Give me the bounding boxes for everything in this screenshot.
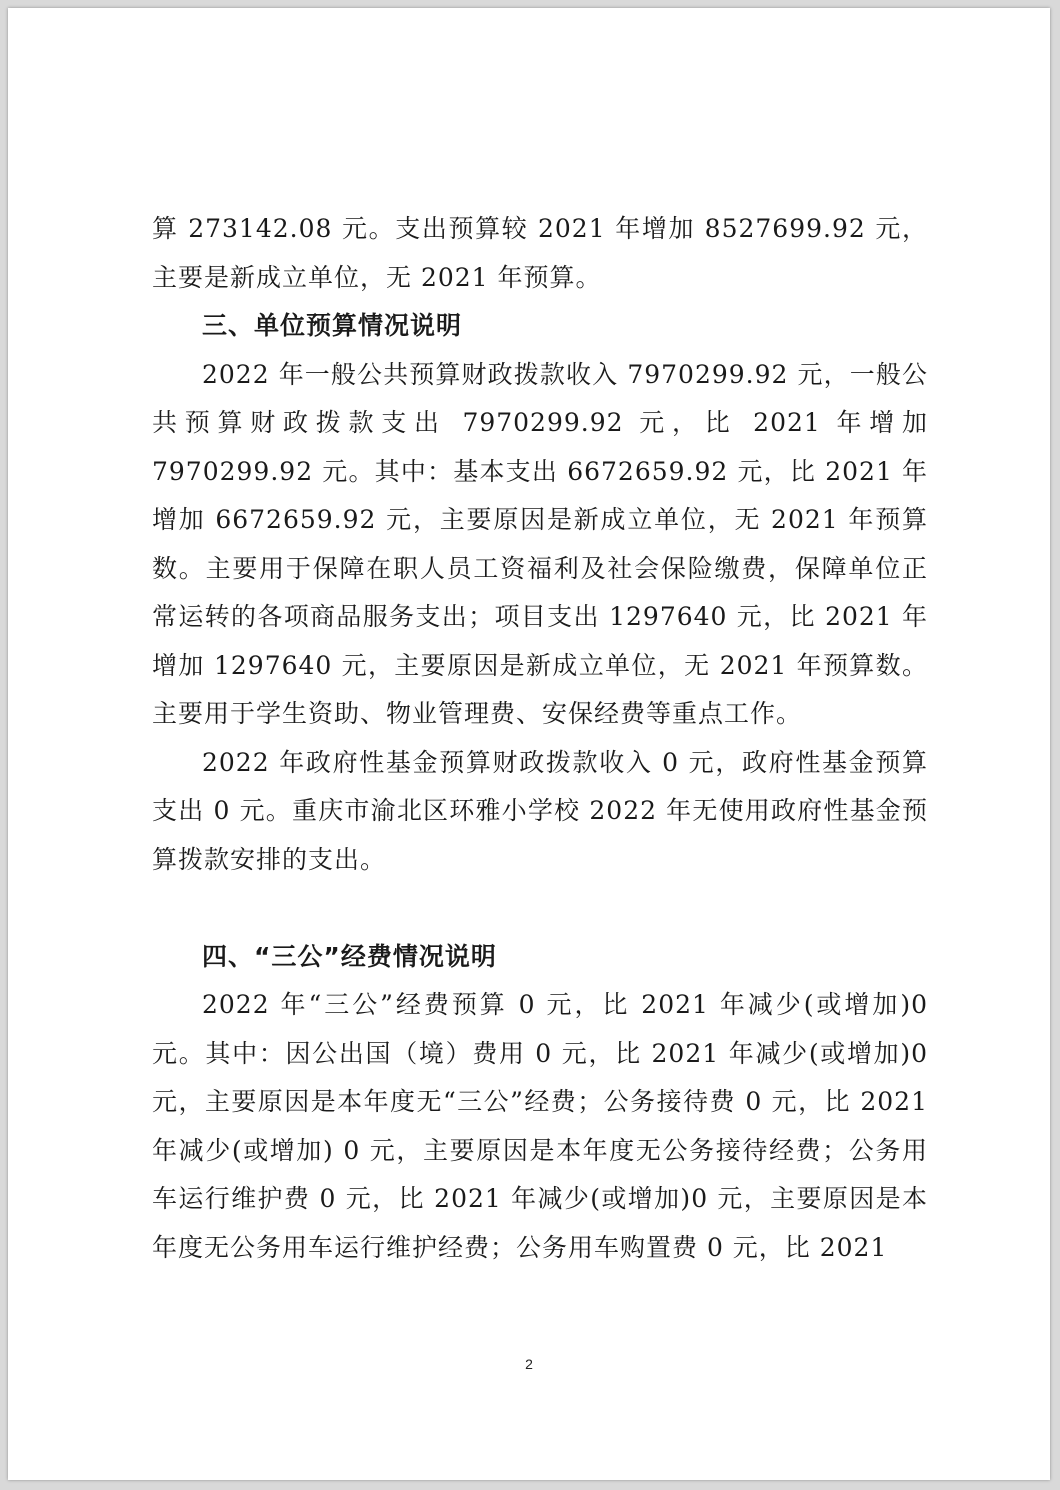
page-number: 2 [525,1356,533,1372]
intro-paragraph: 算 273142.08 元。支出预算较 2021 年增加 8527699.92 元，主要是新成立单位，无 2021 年预算。 [152,214,928,292]
section-heading-three-public: 四、“三公”经费情况说明 [202,941,497,971]
government-fund-paragraph: 2022 年政府性基金预算财政拨款收入 0 元，政府性基金预算支出 0 元。重庆市渝北区环雅小学校 2022 年无使用政府性基金预算拨款安排的支出。 [152,747,928,874]
document-page [8,8,1050,1480]
document-body [152,205,928,1272]
general-budget-paragraph: 2022 年一般公共预算财政拨款收入 7970299.92 元，一般公共预算财政拨款支出 7970299.92 元，比 2021 年增加 7970299.92 元。其中：基本支出 6672659.92 元，比 2021 年增加 6672659.92 元，主要原因是新成立单位，无 2021 年预算数。主要用于保障在职人员工资福利及社会保险缴费，保障单位正常运转的各项商品服务支出；项目支出 1297640 元，比 2021 年增加 1297640 元，主要原因是新成立单位，无 2021 年预算数。主要用于学生资助、物业管理费、安保经费等重点工作。 [152,359,928,728]
section-heading-unit-budget: 三、单位预算情况说明 [202,311,463,340]
three-public-paragraph: 2022 年“三公”经费预算 0 元，比 2021 年减少(或增加)0 元。其中：因公出国（境）费用 0 元，比 2021 年减少(或增加)0 元，主要原因是本年度无“三公”经费；公务接待费 0 元，比 2021 年减少(或增加) 0 元，主要原因是本年度无公务接待经费；公务用车运行维护费 0 元，比 2021 年减少(或增加)0 元，主要原因是本年度无公务用车运行维护经费；公务用车购置费 0 元，比 2021 [152,990,928,1262]
paragraph-gap [152,884,928,933]
